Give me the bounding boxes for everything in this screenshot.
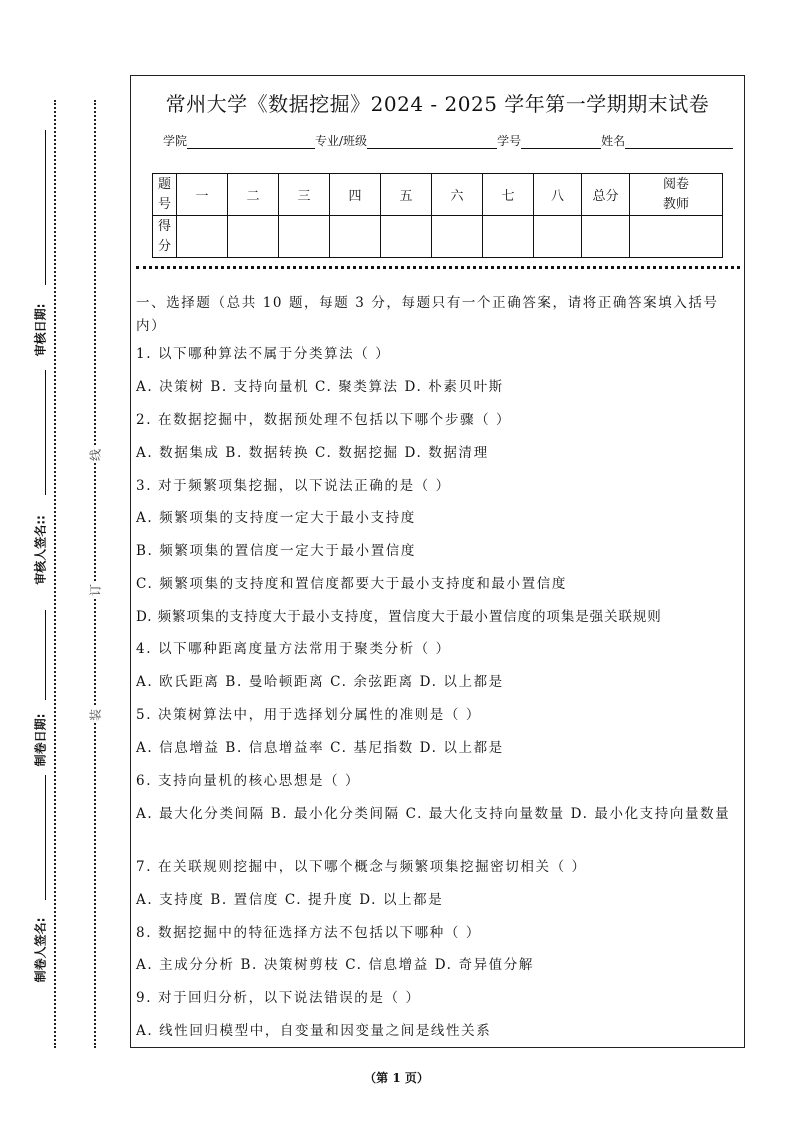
question: 8. 数据挖掘中的特征选择方法不包括以下哪种（ ） bbox=[136, 925, 481, 941]
student-id-label: 学号 bbox=[497, 134, 522, 148]
major-label: 专业/班级 bbox=[315, 134, 368, 148]
binding-char-order: 订 bbox=[88, 583, 103, 597]
table-cell: 八 bbox=[534, 174, 582, 216]
table-row bbox=[153, 174, 723, 216]
college-field[interactable] bbox=[187, 134, 315, 149]
score-label: 得分 bbox=[153, 216, 177, 258]
table-cell: 一 bbox=[177, 174, 228, 216]
option: C. 频繁项集的支持度和置信度都要大于最小支持度和最小置信度 bbox=[136, 576, 567, 592]
table-cell: 二 bbox=[228, 174, 279, 216]
options: A. 主成分分析 B. 决策树剪枝 C. 信息增益 D. 奇异值分解 bbox=[136, 957, 534, 973]
option: B. 频繁项集的置信度一定大于最小置信度 bbox=[136, 543, 417, 559]
score-cell[interactable] bbox=[630, 216, 723, 258]
option: A. 频繁项集的支持度一定大于最小支持度 bbox=[136, 510, 416, 526]
exam-title: 常州大学《数据挖掘》2024 - 2025 学年第一学期期末试卷 bbox=[165, 92, 710, 116]
options: A. 决策树 B. 支持向量机 C. 聚类算法 D. 朴素贝叶斯 bbox=[136, 379, 504, 395]
name-label: 姓名 bbox=[601, 134, 626, 148]
signature-line bbox=[45, 775, 46, 900]
score-table bbox=[152, 173, 723, 258]
options: A. 数据集成 B. 数据转换 C. 数据挖掘 D. 数据清理 bbox=[136, 445, 489, 461]
table-cell: 阅卷教师 bbox=[630, 174, 723, 216]
table-cell: 七 bbox=[483, 174, 534, 216]
name-field[interactable] bbox=[625, 134, 733, 149]
options: A. 信息增益 B. 信息增益率 C. 基尼指数 D. 以上都是 bbox=[136, 740, 504, 756]
question: 1. 以下哪种算法不属于分类算法（ ） bbox=[136, 346, 391, 362]
binding-char-install: 装 bbox=[88, 708, 103, 722]
college-label: 学院 bbox=[163, 134, 188, 148]
question: 6. 支持向量机的核心思想是（ ） bbox=[136, 773, 361, 789]
make-date-label: 制卷日期: bbox=[33, 713, 48, 767]
page-number: （第 1 页） bbox=[364, 1071, 429, 1085]
question: 7. 在关联规则挖掘中，以下哪个概念与频繁项集挖掘密切相关（ ） bbox=[136, 859, 587, 875]
option: D. 频繁项集的支持度大于最小支持度，置信度大于最小置信度的项集是强关联规则 bbox=[136, 609, 662, 625]
student-info bbox=[163, 132, 733, 149]
reviewer-sign-label: 审核人签名:: bbox=[33, 515, 48, 585]
dotted-separator bbox=[136, 266, 740, 269]
header-label: 题号 bbox=[153, 174, 177, 216]
options: A. 最大化分类间隔 B. 最小化分类间隔 C. 最大化支持向量数量 D. 最小化支持向量数量 bbox=[136, 806, 731, 822]
option: A. 线性回归模型中，自变量和因变量之间是线性关系 bbox=[136, 1023, 492, 1039]
student-id-field[interactable] bbox=[521, 134, 601, 149]
question: 5. 决策树算法中，用于选择划分属性的准则是（ ） bbox=[136, 707, 481, 723]
options: A. 支持度 B. 置信度 C. 提升度 D. 以上都是 bbox=[136, 892, 444, 908]
table-cell: 六 bbox=[432, 174, 483, 216]
question: 4. 以下哪种距离度量方法常用于聚类分析（ ） bbox=[136, 641, 451, 657]
table-cell: 总分 bbox=[582, 174, 630, 216]
table-cell: 五 bbox=[381, 174, 432, 216]
maker-sign-label: 制卷人签名: bbox=[33, 917, 48, 983]
signature-line bbox=[45, 130, 46, 285]
question: 2. 在数据挖掘中，数据预处理不包括以下哪个步骤（ ） bbox=[136, 412, 512, 428]
question: 3. 对于频繁项集挖掘，以下说法正确的是（ ） bbox=[136, 478, 451, 494]
question: 9. 对于回归分析，以下说法错误的是（ ） bbox=[136, 990, 421, 1006]
major-field[interactable] bbox=[367, 134, 497, 149]
score-cell[interactable] bbox=[582, 216, 630, 258]
score-cell[interactable] bbox=[432, 216, 483, 258]
table-cell: 三 bbox=[279, 174, 330, 216]
score-cell[interactable] bbox=[381, 216, 432, 258]
binding-dotted-line-outer bbox=[54, 100, 56, 1048]
score-cell[interactable] bbox=[330, 216, 381, 258]
score-cell[interactable] bbox=[279, 216, 330, 258]
binding-char-line: 线 bbox=[88, 448, 103, 462]
section-heading: 一、选择题（总共 10 题，每题 3 分，每题只有一个正确答案，请将正确答案填入括号内） bbox=[136, 295, 719, 334]
review-date-label: 审核日期: bbox=[33, 303, 48, 357]
score-cell[interactable] bbox=[483, 216, 534, 258]
signature-line bbox=[45, 610, 46, 700]
score-cell[interactable] bbox=[228, 216, 279, 258]
score-cell[interactable] bbox=[534, 216, 582, 258]
score-cell[interactable] bbox=[177, 216, 228, 258]
table-row bbox=[153, 216, 723, 258]
signature-line bbox=[45, 370, 46, 495]
binding-dotted-line-inner bbox=[94, 100, 96, 1048]
table-cell: 四 bbox=[330, 174, 381, 216]
options: A. 欧氏距离 B. 曼哈顿距离 C. 余弦距离 D. 以上都是 bbox=[136, 674, 504, 690]
